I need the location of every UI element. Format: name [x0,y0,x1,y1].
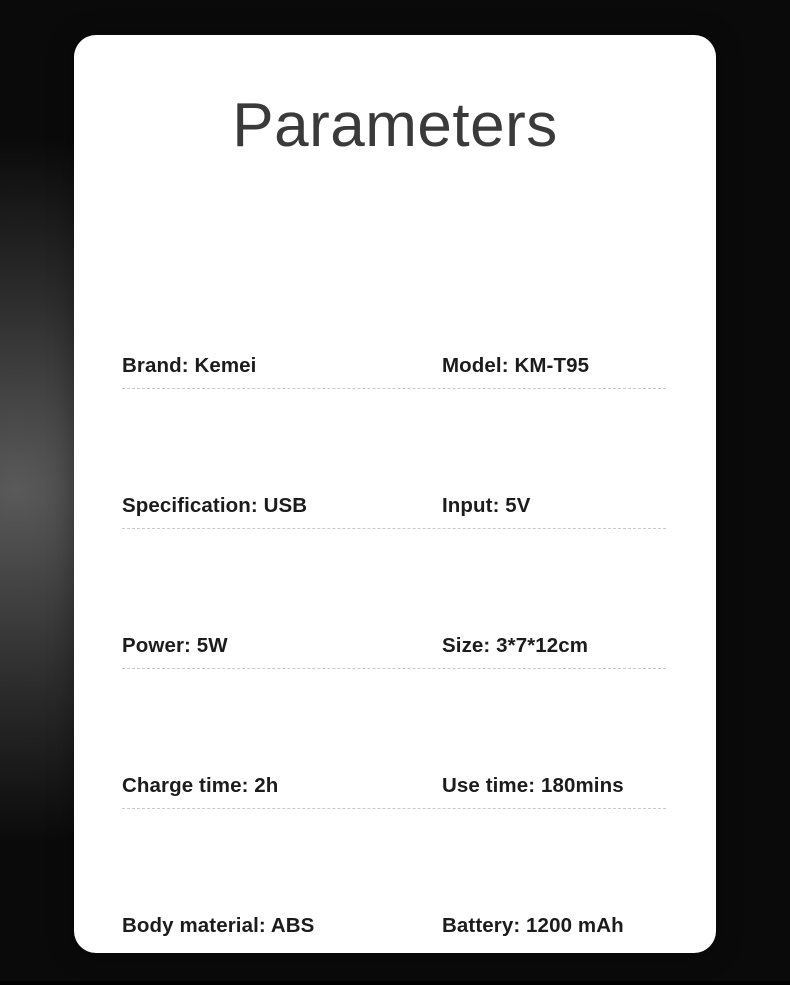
table-row [122,845,676,985]
table-row [122,565,676,705]
spec-cell-use-time: Use time: 180mins [442,774,624,798]
row-divider [122,808,666,809]
parameters-card [74,35,716,953]
table-row [122,705,676,845]
row-divider [122,388,666,389]
specification-table [122,285,676,985]
row-divider [122,668,666,669]
spec-cell-input: Input: 5V [442,494,531,518]
spec-cell-battery: Battery: 1200 mAh [442,914,624,938]
table-row [122,425,676,565]
table-row [122,285,676,425]
spec-cell-size: Size: 3*7*12cm [442,634,589,658]
spec-cell-charge-time: Charge time: 2h [122,774,279,798]
page-title: Parameters [232,91,558,160]
spec-cell-body-material: Body material: ABS [122,914,315,938]
row-divider [122,528,666,529]
spec-cell-specification: Specification: USB [122,494,308,518]
spec-cell-model: Model: KM-T95 [442,354,590,378]
spec-cell-brand: Brand: Kemei [122,354,257,378]
spec-cell-power: Power: 5W [122,634,228,658]
